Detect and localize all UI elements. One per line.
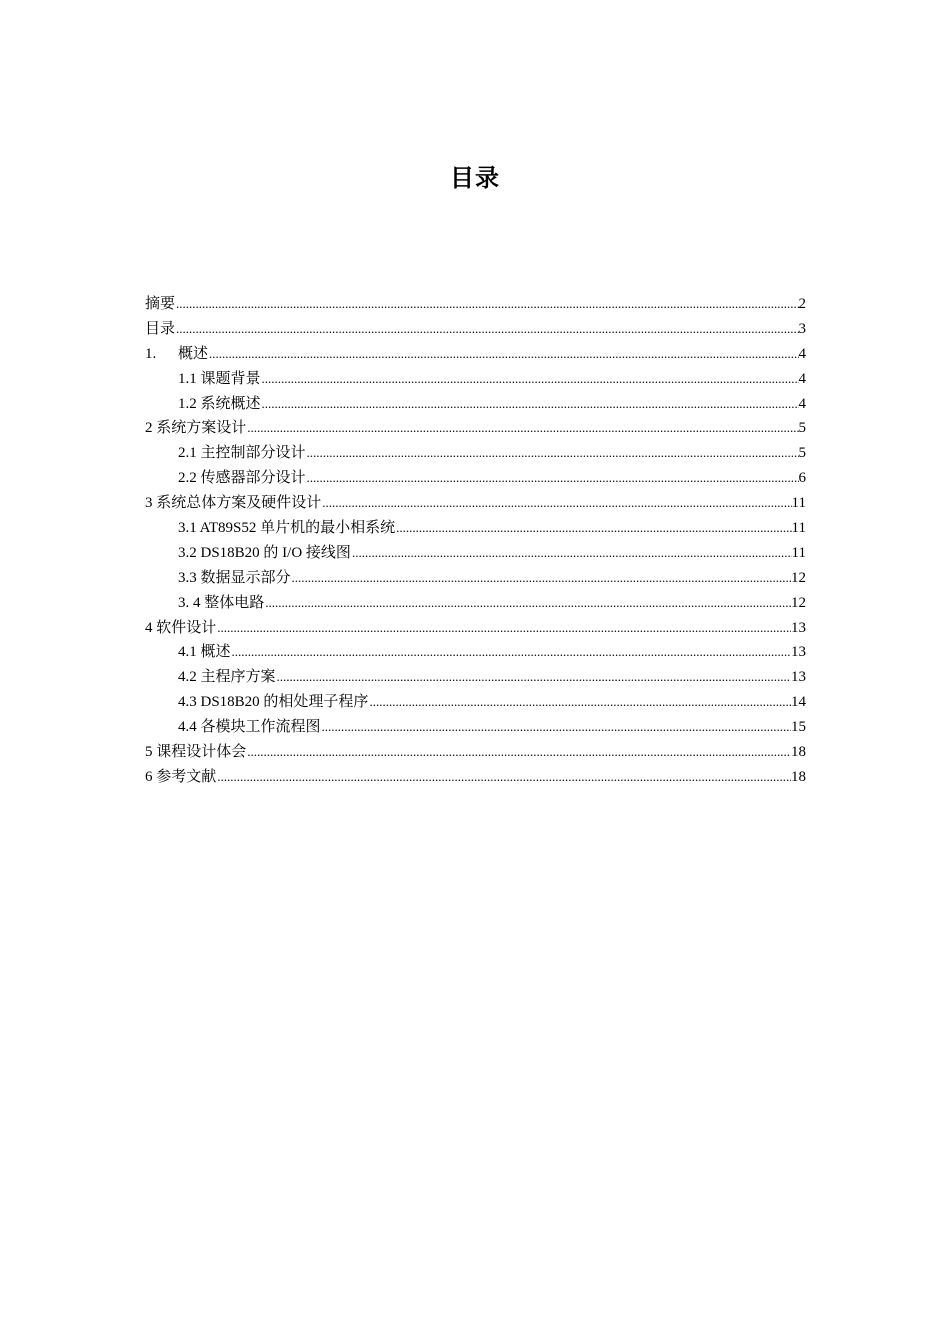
toc-entry[interactable]	[145, 740, 806, 765]
toc-entry-label	[145, 765, 216, 790]
toc-page-number: 13	[791, 669, 806, 686]
toc-entry-text: 3.1 AT89S52 单片机的最小相系统	[178, 520, 396, 537]
toc-entry-text: 2 系统方案设计	[145, 420, 247, 437]
toc-entry[interactable]	[145, 541, 806, 566]
toc-entry-text: 3 系统总体方案及硬件设计	[145, 495, 322, 512]
toc-entry-label	[178, 715, 321, 740]
toc-entry-text: 1.1 课题背景	[178, 370, 261, 387]
toc-page-number: 2	[798, 296, 806, 312]
toc-page-number: 11	[791, 544, 806, 561]
toc-page-number: 3	[798, 320, 806, 337]
toc-page-number: 14	[791, 694, 806, 711]
toc-dot-leader	[247, 416, 798, 441]
toc-dot-leader	[262, 392, 799, 417]
toc-page-number: 18	[791, 768, 806, 785]
toc-entry[interactable]	[145, 765, 806, 790]
toc-page-number: 4	[798, 370, 806, 387]
toc-entry-label	[178, 591, 264, 616]
toc-dot-leader	[209, 342, 798, 367]
toc-entry-text: 4.2 主程序方案	[178, 669, 276, 686]
toc-dot-leader	[232, 640, 791, 665]
toc-entry-text: 摘要	[145, 296, 176, 312]
toc-entry-text: 2.2 传感器部分设计	[178, 470, 306, 487]
toc-entry-label	[145, 416, 246, 441]
toc-dot-leader	[307, 441, 799, 466]
toc-entry[interactable]	[145, 441, 806, 466]
toc-entry-text: 3.2 DS18B20 的 I/O 接线图	[178, 544, 351, 561]
toc-entry[interactable]	[145, 367, 806, 392]
toc-dot-leader	[265, 591, 791, 616]
toc-entry-text: 1.2 系统概述	[178, 395, 261, 412]
toc-entry-text: 概述	[178, 345, 209, 362]
toc-dot-leader	[277, 665, 791, 690]
toc-dot-leader	[262, 367, 799, 392]
toc-dot-leader	[176, 292, 798, 317]
toc-page-number: 11	[791, 495, 806, 512]
toc-entry[interactable]	[145, 416, 806, 441]
toc-entry-text: 3. 4 整体电路	[178, 594, 265, 611]
toc-entry[interactable]	[145, 591, 806, 616]
toc-page-number: 18	[791, 744, 806, 761]
toc-dot-leader	[247, 740, 791, 765]
toc-entry-label	[178, 367, 261, 392]
toc-page-number: 11	[791, 520, 806, 537]
toc-entry[interactable]	[145, 292, 806, 317]
toc-entry[interactable]	[145, 665, 806, 690]
toc-entry-label	[178, 392, 261, 417]
toc-page-number: 4	[798, 345, 806, 362]
toc-entry-text: 4.1 概述	[178, 644, 231, 661]
toc-dot-leader	[292, 566, 791, 591]
toc-entry-label	[178, 665, 276, 690]
toc-entry[interactable]	[145, 690, 806, 715]
toc-entry-number: 1.	[145, 345, 157, 362]
toc-entry[interactable]	[145, 640, 806, 665]
toc-dot-leader	[176, 317, 798, 342]
toc-entry-text: 4.3 DS18B20 的相处理子程序	[178, 694, 369, 711]
toc-entry-label	[178, 516, 395, 541]
toc-dot-leader	[217, 616, 791, 641]
toc-dot-leader	[352, 541, 792, 566]
toc-entry-label	[145, 317, 175, 342]
toc-entry[interactable]	[145, 616, 806, 641]
toc-entry-text: 3.3 数据显示部分	[178, 569, 291, 586]
toc-entry-label	[178, 690, 368, 715]
toc-entry-label	[145, 740, 246, 765]
toc-entry[interactable]	[145, 491, 806, 516]
toc-dot-leader	[369, 690, 791, 715]
toc-page-number: 12	[791, 569, 806, 586]
toc-entry-text: 5 课程设计体会	[145, 744, 247, 761]
toc-entry-label	[145, 342, 208, 367]
toc-entry[interactable]	[145, 516, 806, 541]
toc-dot-leader	[217, 765, 791, 790]
toc-entry-text: 4.4 各模块工作流程图	[178, 719, 321, 736]
toc-dot-leader	[322, 491, 791, 516]
toc-entry-text: 6 参考文献	[145, 768, 217, 785]
toc-entry-text: 2.1 主控制部分设计	[178, 445, 306, 462]
toc-entry-label	[178, 541, 351, 566]
page-title: 目录	[450, 164, 500, 192]
toc-dot-leader	[396, 516, 791, 541]
toc-entry-label	[178, 466, 306, 491]
toc-dot-leader	[322, 715, 791, 740]
table-of-contents	[145, 292, 806, 790]
toc-entry-label	[178, 441, 306, 466]
toc-entry-text: 目录	[145, 320, 176, 337]
toc-page-number: 15	[791, 719, 806, 736]
toc-entry[interactable]	[145, 342, 806, 367]
toc-page-number: 12	[791, 594, 806, 611]
toc-entry-label	[178, 640, 231, 665]
toc-page-number: 13	[791, 644, 806, 661]
toc-entry[interactable]	[145, 317, 806, 342]
toc-entry-label	[178, 566, 291, 591]
toc-entry-label	[145, 491, 321, 516]
toc-page-number: 13	[791, 619, 806, 636]
toc-entry[interactable]	[145, 566, 806, 591]
toc-dot-leader	[307, 466, 799, 491]
toc-entry[interactable]	[145, 466, 806, 491]
toc-page-number: 5	[798, 445, 806, 462]
toc-entry-text: 4 软件设计	[145, 619, 217, 636]
toc-entry-label	[145, 292, 175, 317]
toc-page-number: 4	[798, 395, 806, 412]
toc-page-number: 5	[798, 420, 806, 437]
toc-page-number: 6	[798, 470, 806, 487]
toc-entry[interactable]	[145, 392, 806, 417]
toc-entry-label	[145, 616, 216, 641]
toc-entry[interactable]	[145, 715, 806, 740]
